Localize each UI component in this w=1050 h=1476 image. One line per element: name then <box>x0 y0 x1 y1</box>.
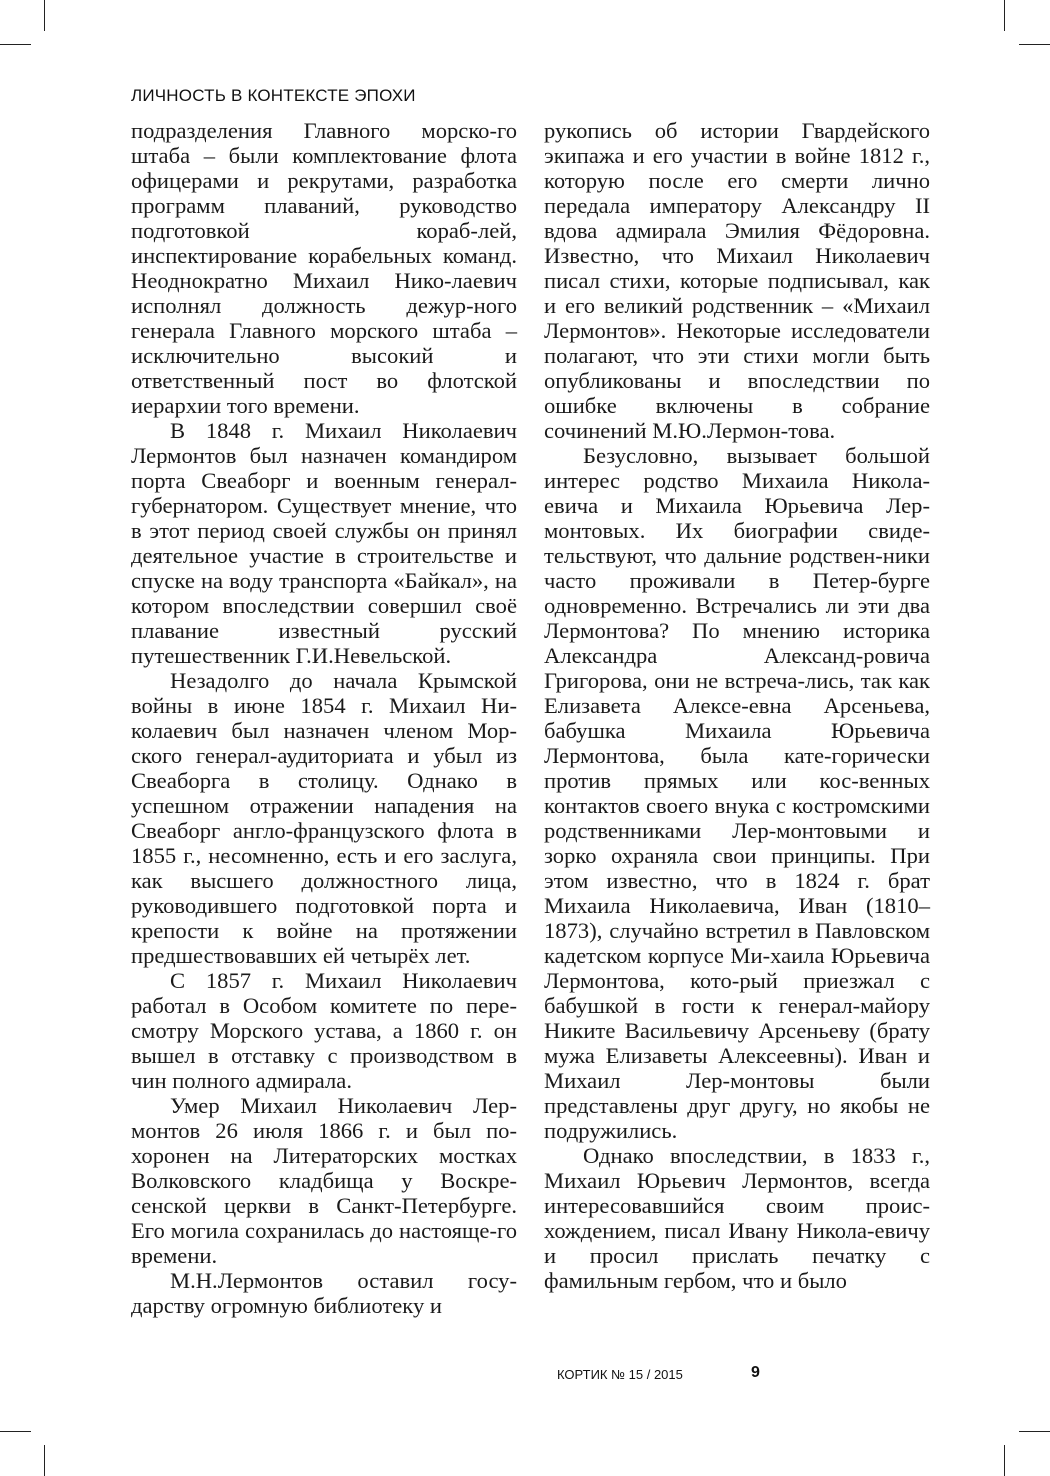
crop-mark <box>0 1431 31 1432</box>
crop-mark <box>0 44 31 45</box>
paragraph: С 1857 г. Михаил Николаевич работал в Особом комитете по пере-смотру Морского устава, а 1860 г. он вышел в отставку с производством в чин полного адмирала. <box>131 968 517 1093</box>
crop-mark <box>1004 1445 1005 1476</box>
footer-journal-issue: КОРТИК № 15 / 2015 <box>557 1367 683 1382</box>
paragraph: В 1848 г. Михаил Николаевич Лермонтов был назначен командиром порта Свеаборг и военным генерал-губернатором. Существует мнение, что в этот период своей службы он принял деятельное участие в строительстве и спуске на воду транспорта «Байкал», на котором впоследствии совершил своё плавание известный русский путешественник Г.И.Невельской. <box>131 418 517 668</box>
crop-mark <box>1019 44 1050 45</box>
paragraph: Однако впоследствии, в 1833 г., Михаил Юрьевич Лермонтов, всегда интересовавшийся своим проис-хождением, писал Ивану Никола-евичу и просил прислать печатку с фамильным гербом, что и было <box>544 1143 930 1293</box>
running-head: ЛИЧНОСТЬ В КОНТЕКСТЕ ЭПОХИ <box>131 86 416 105</box>
paragraph: рукопись об истории Гвардейского экипажа и его участии в войне 1812 г., которую после его смерти лично передала императору Александру II вдова адмирала Эмилия Фёдоровна. Известно, что Михаил Николаевич писал стихи, которые подписывал, как и его великий родственник – «Михаил Лермонтов». Некоторые исследователи полагают, что эти стихи могли быть опубликованы и впоследствии по ошибке включены в собрание сочинений М.Ю.Лермон-това. <box>544 118 930 443</box>
paragraph: подразделения Главного морско-го штаба – были комплектование флота офицерами и рекрутами, разработка программ плаваний, руководство подготовкой кораб-лей, инспектирование корабельных команд. Неоднократно Михаил Нико-лаевич исполнял должность дежур-ного генерала Главного морского штаба – исключительно высокий и ответственный пост во флотской иерархии того времени. <box>131 118 517 418</box>
crop-mark <box>1004 0 1005 31</box>
paragraph: Незадолго до начала Крымской войны в июне 1854 г. Михаил Ни-колаевич был назначен членом Мор-ского генерал-аудиториата и убыл из Свеаборга в столицу. Однако в успешном отражении нападения на Свеаборг англо-французского флота в 1855 г., несомненно, есть и его заслуга, как высшего должностного лица, руководившего подготовкой порта и крепости к войне на протяжении предшествовавших ей четырёх лет. <box>131 668 517 968</box>
paragraph: М.Н.Лермонтов оставил госу-дарству огромную библиотеку и <box>131 1268 517 1318</box>
crop-mark <box>1019 1431 1050 1432</box>
paragraph: Умер Михаил Николаевич Лер-монтов 26 июля 1866 г. и был по-хоронен на Литераторских мостках Волковского кладбища у Воскре-сенской церкви в Санкт-Петербурге. Его могила сохранилась до настояще-го времени. <box>131 1093 517 1268</box>
crop-mark <box>44 1445 45 1476</box>
text-column-left <box>131 118 517 1318</box>
paragraph: Безусловно, вызывает большой интерес родство Михаила Никола-евича и Михаила Юрьевича Лер-монтовых. Их биографии свиде-тельствуют, что дальние родствен-ники часто проживали в Петер-бурге одновременно. Встречались ли эти два Лермонтова? По мнению историка Александра Александ-ровича Григорова, они не встреча-лись, так как Елизавета Алексе-евна Арсеньева, бабушка Михаила Юрьевича Лермонтова, была кате-горически против прямых или кос-венных контактов своего внука с костромскими родственниками Лер-монтовыми и зорко охраняла свои принципы. При этом известно, что в 1824 г. брат Михаила Николаевича, Иван (1810–1873), случайно встретил в Павловском кадетском корпусе Ми-хаила Юрьевича Лермонтова, кото-рый приезжал с бабушкой в гости к генерал-майору Никите Васильевичу Арсеньеву (брату мужа Елизаветы Алексеевны). Иван и Михаил Лер-монтовы были представлены друг другу, но якобы не подружились. <box>544 443 930 1143</box>
page-number: 9 <box>751 1364 760 1381</box>
crop-mark <box>44 0 45 31</box>
text-column-right <box>544 118 930 1293</box>
